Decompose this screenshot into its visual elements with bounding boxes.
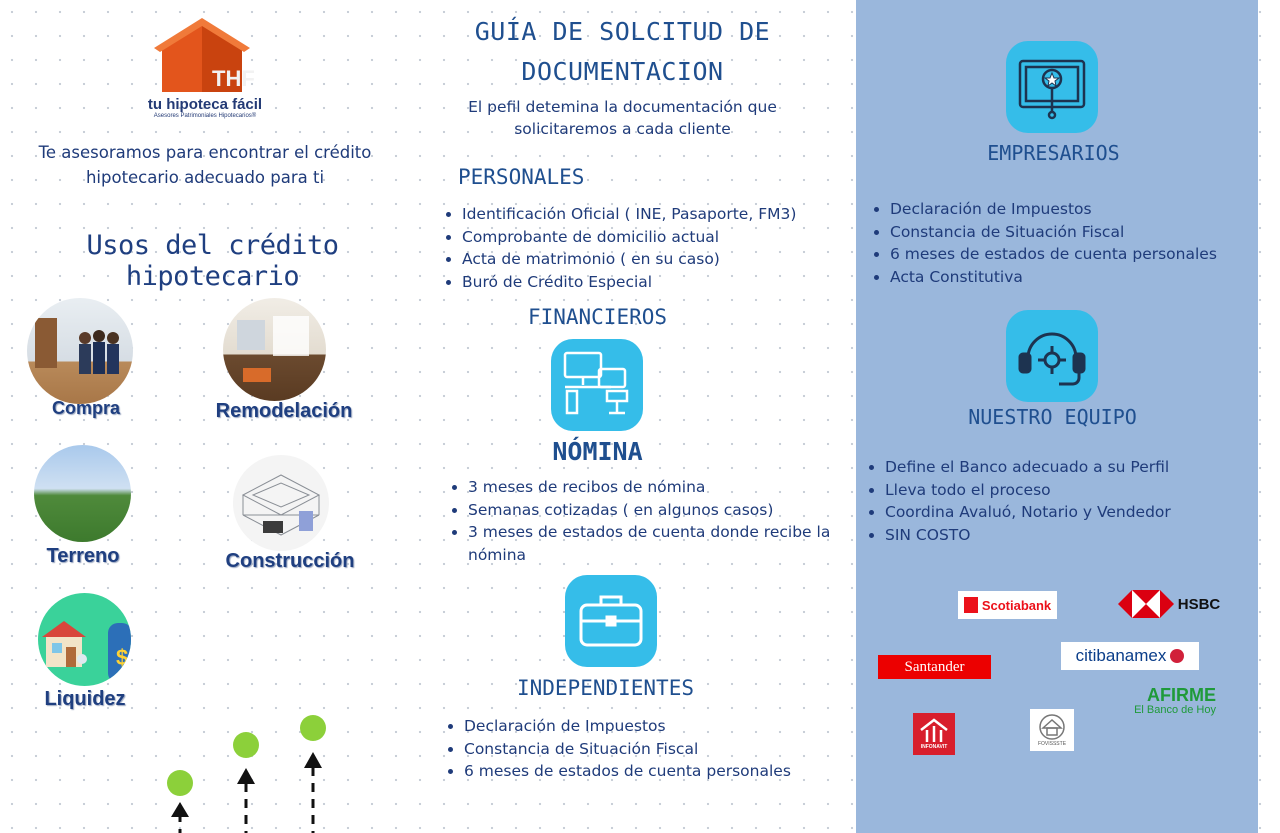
independientes-title: INDEPENDIENTES — [516, 676, 694, 700]
uso-label-construccion: Construcción — [225, 550, 355, 572]
citibanamex-logo-text: citibanamex — [1075, 646, 1167, 665]
list-item: • Constancia de Situación Fiscal — [464, 738, 864, 761]
uso-label-terreno: Terreno — [46, 545, 120, 567]
intro-text: Te asesoramos para encontrar el crédito hipotecario adecuado para ti — [38, 143, 372, 187]
hsbc-logo — [1114, 589, 1224, 619]
uso-label-compra: Compra — [51, 398, 120, 418]
list-item: • Comprobante de domicilio actual — [462, 226, 862, 249]
growth-arrows-graphic — [150, 705, 350, 833]
brand-tagline: Asesores Patrimoniales Hipotecarios® — [153, 113, 257, 119]
fovissste-logo — [1030, 709, 1074, 751]
list-item: • SIN COSTO — [885, 524, 1270, 547]
empresarios-list — [870, 198, 1275, 288]
construccion-photo — [233, 455, 329, 551]
svg-text:$: $ — [116, 645, 129, 670]
list-item: • Define el Banco adecuado a su Perfil — [885, 456, 1270, 479]
infonavit-house-icon — [919, 718, 949, 744]
list-item: • Declaración de Impuestos — [890, 198, 1275, 221]
scotiabank-logo-text: Scotiabank — [981, 597, 1052, 613]
uso-label-liquidez: Liquidez — [44, 688, 126, 710]
financieros-title: FINANCIEROS — [527, 305, 668, 329]
list-item: • 3 meses de estados de cuenta donde recibe la nómina — [468, 521, 863, 566]
list-item: • 6 meses de estados de cuenta personales — [464, 760, 864, 783]
list-item: • Acta de matrimonio ( en su caso) — [462, 248, 862, 271]
usos-title: Usos del crédito hipotecario — [86, 230, 339, 292]
fovissste-logo-text: FOVISSSTE — [1037, 741, 1067, 747]
scotiabank-logo — [958, 591, 1057, 619]
list-item: • Lleva todo el proceso — [885, 479, 1270, 502]
fovissste-house-icon — [1037, 713, 1067, 741]
infonavit-logo-text: INFONAVIT — [920, 744, 948, 750]
certificate-star-icon — [1006, 41, 1098, 133]
list-item: • Coordina Avaluó, Notario y Vendedor — [885, 501, 1270, 524]
list-item: • 6 meses de estados de cuenta personales — [890, 243, 1275, 266]
list-item: • Constancia de Situación Fiscal — [890, 221, 1275, 244]
independientes-list — [444, 715, 864, 783]
list-item: • Acta Constitutiva — [890, 266, 1275, 289]
equipo-title: NUESTRO EQUIPO — [968, 405, 1137, 429]
afirme-logo — [1116, 686, 1216, 717]
brand-logo-house — [140, 16, 270, 96]
workstation-icon — [551, 339, 643, 431]
guide-title: GUÍA DE SOLCITUD DE DOCUMENTACION — [474, 17, 771, 86]
hsbc-logo-text: HSBC — [1177, 595, 1221, 613]
afirme-tagline: El Banco de Hoy — [1134, 704, 1216, 716]
equipo-list — [865, 456, 1270, 546]
liquidez-illustration — [38, 593, 131, 686]
empresarios-title: EMPRESARIOS — [987, 141, 1120, 165]
citibanamex-logo — [1061, 642, 1199, 670]
list-item: • Semanas cotizadas ( en algunos casos) — [468, 499, 863, 522]
personales-title: PERSONALES — [458, 165, 585, 189]
nomina-title: NÓMINA — [552, 437, 643, 466]
personales-list — [442, 203, 862, 293]
santander-logo — [878, 655, 991, 679]
guide-subtitle: El pefil detemina la documentación que solicitaremos a cada cliente — [468, 98, 777, 138]
list-item: • Identificación Oficial ( INE, Pasaporte, FM3) — [462, 203, 862, 226]
santander-logo-text: Santander — [904, 658, 965, 675]
uso-label-remodelacion: Remodelación — [215, 400, 353, 422]
briefcase-icon — [565, 575, 657, 667]
headset-support-icon — [1006, 310, 1098, 402]
terreno-photo — [34, 445, 131, 542]
list-item: • Declaración de Impuestos — [464, 715, 864, 738]
hsbc-hexagon-icon — [1118, 590, 1174, 618]
remodelacion-photo — [223, 298, 326, 401]
afirme-logo-text: AFIRME — [1147, 685, 1216, 705]
nomina-list — [448, 476, 863, 566]
brand-name: tu hipoteca fácil — [147, 96, 263, 113]
compra-photo — [27, 298, 133, 404]
list-item: • Buró de Crédito Especial — [462, 271, 862, 294]
brand-logo-initials: THF — [212, 66, 255, 91]
infonavit-logo — [913, 713, 955, 755]
list-item: • 3 meses de recibos de nómina — [468, 476, 863, 499]
